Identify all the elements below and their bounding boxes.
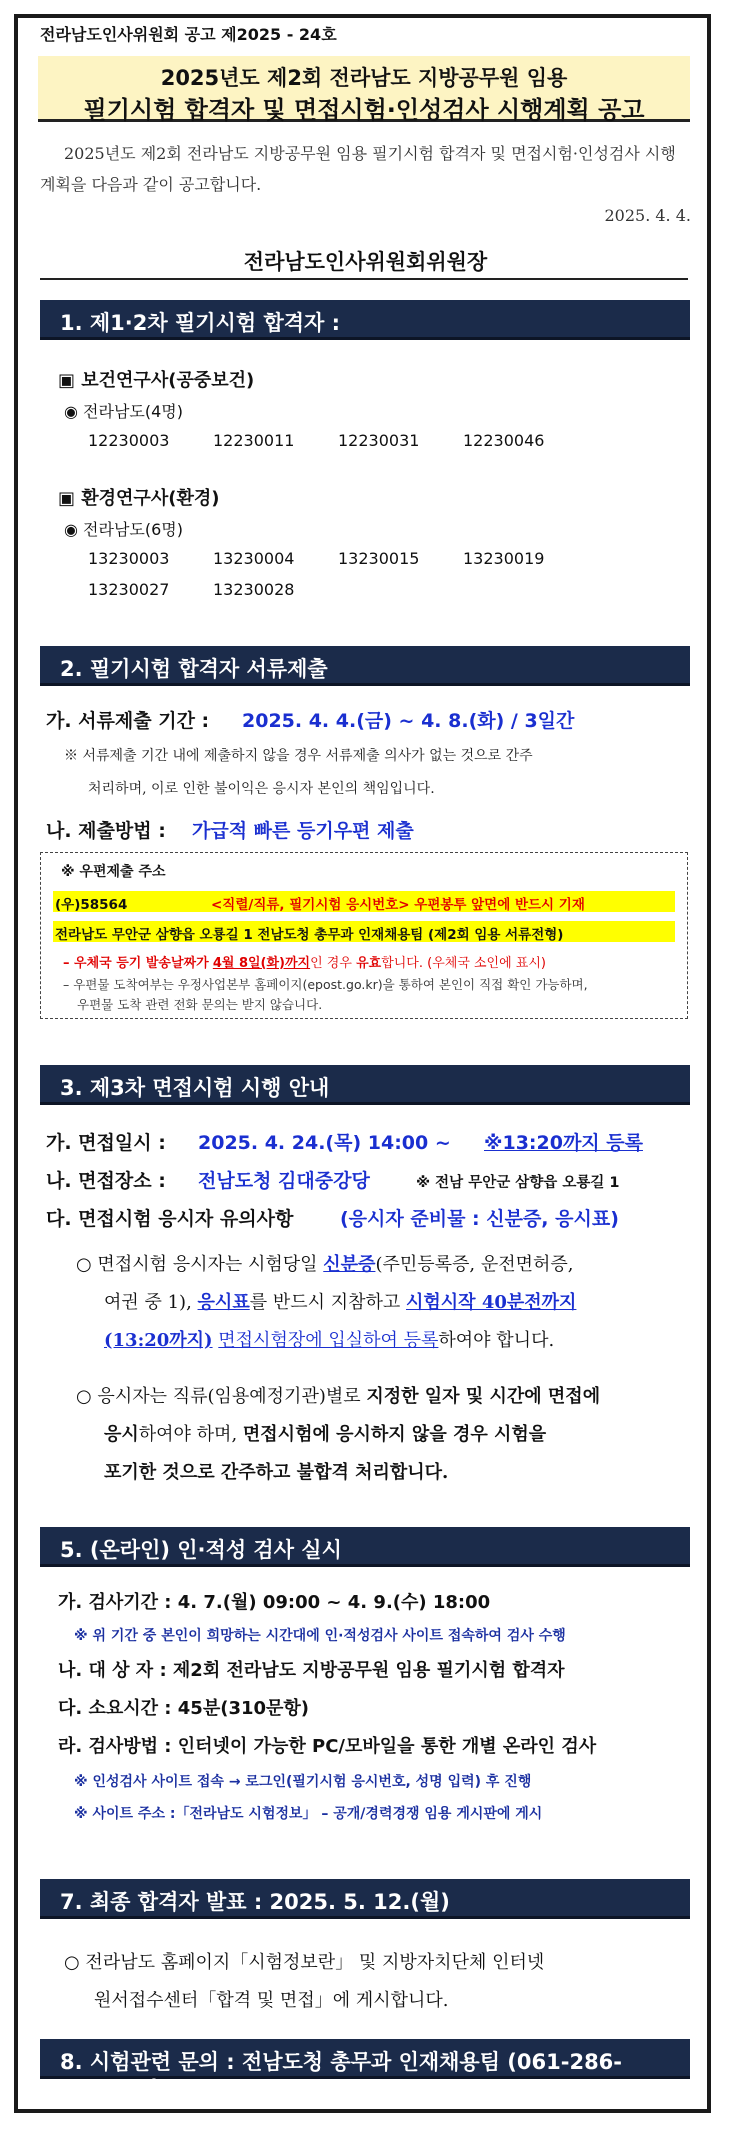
registered-mail-deadline: 4월 8일(화)까지 (212, 956, 311, 971)
test-method-note: ※ 인성검사 사이트 접속 → 로그인(필기시험 응시번호, 성명 입력) 후 진행 (74, 1774, 532, 1790)
section-1-heading: 1. 제1·2차 필기시험 합격자 : (40, 300, 690, 340)
interview-place-value: 전남도청 김대중강당 (198, 1170, 370, 1192)
notice-number: 전라남도인사위원회 공고 제2025 - 24호 (40, 25, 337, 44)
candidate-id: 12230046 (463, 431, 545, 450)
registered-mail-text: 합니다. (우체국 소인에 표시) (381, 956, 546, 971)
test-period: 가. 검사기간 : 4. 7.(월) 09:00 ~ 4. 9.(수) 18:00 (58, 1592, 491, 1613)
absence-warning: 면접시험에 응시하지 않을 경우 시험을 (242, 1424, 547, 1445)
tracking-note: 우편물 도착 관련 전화 문의는 받지 않습니다. (77, 997, 323, 1012)
caution-bullet-1-line-3 (104, 1322, 554, 1360)
title-line-2: 필기시험 합격자 및 면접시험·인성검사 시행계획 공고 (83, 96, 645, 124)
submission-note: ※ 서류제출 기간 내에 제출하지 않을 경우 서류제출 의사가 없는 것으로 간주 (64, 748, 533, 764)
place-address-note: ※ 전남 무안군 삼향읍 오룡길 1 (416, 1175, 620, 1191)
register-note: ※13:20까지 등록 (484, 1132, 643, 1154)
intro-paragraph: 2025년도 제2회 전라남도 지방공무원 임용 필기시험 합격자 및 면접시험·인성검사 시행계획을 다음과 같이 공고합니다. (40, 144, 676, 194)
caution-bullet-1-line-2 (104, 1284, 576, 1322)
address: 전라남도 무안군 삼향읍 오룡길 1 전남도청 총무과 인재채용팀 (제2회 임용 서류전형) (55, 927, 564, 943)
notice-date: 2025. 4. 4. (604, 206, 691, 225)
caution-value: (응시자 준비물 : 신분증, 응시표) (340, 1208, 619, 1230)
envelope-note: <직렬/직류, 필기시험 응시번호> 우편봉투 앞면에 반드시 기재 (211, 897, 585, 913)
section-5-heading: 5. (온라인) 인·적성 검사 실시 (40, 1527, 690, 1567)
section-2-heading: 2. 필기시험 합격자 서류제출 (40, 646, 690, 686)
candidate-id: 12230011 (213, 431, 295, 450)
interview-place-label: 나. 면접장소 : (46, 1170, 166, 1192)
registered-mail-valid: 유효 (356, 956, 382, 971)
caution-bullet-2-line-1 (76, 1378, 600, 1416)
designated-schedule: 지정한 일자 및 시간에 면접에 (366, 1386, 601, 1407)
test-site-note: ※ 사이트 주소 :「전라남도 시험정보」 – 공개/경력경쟁 임용 게시판에 게시 (74, 1806, 543, 1822)
candidate-id: 13230003 (88, 549, 170, 568)
registered-mail-text: – 우체국 등기 발송날짜가 (63, 956, 209, 971)
caution-label: 다. 면접시험 응시자 유의사항 (46, 1208, 294, 1230)
announcement-line-2: 원서접수센터「합격 및 면접」에 게시합니다. (94, 1990, 449, 2011)
period-label: 가. 서류제출 기간 : (46, 710, 210, 732)
candidate-id: 12230031 (338, 431, 420, 450)
arrival-deadline: 시험시작 40분전까지 (406, 1292, 577, 1313)
announcement-line-1: ○ 전라남도 홈페이지「시험정보란」 및 지방자치단체 인터넷 (64, 1952, 545, 1973)
title-line-1: 2025년도 제2회 전라남도 지방공무원 임용 (160, 66, 568, 90)
candidate-id: 12230003 (88, 431, 170, 450)
text: 여권 중 1), (104, 1292, 192, 1313)
registered-mail-text: 인 경우 (310, 956, 352, 971)
job-1-title: ▣ 보건연구사(공중보건) (58, 370, 255, 391)
registered-mail-rule (63, 952, 546, 971)
job-2-region: ◉ 전라남도(6명) (64, 520, 183, 539)
candidate-id: 13230015 (338, 549, 420, 568)
divider (40, 278, 688, 280)
caution-bullet-1-line-1 (76, 1246, 574, 1284)
submission-note: 처리하며, 이로 인한 불이익은 응시자 본인의 책임입니다. (88, 781, 435, 797)
test-period-note: ※ 위 기간 중 본인이 희망하는 시간대에 인·적성검사 사이트 접속하여 검사 수행 (74, 1628, 566, 1644)
text: 하여야 하며, (138, 1424, 238, 1445)
address-title: ※ 우편제출 주소 (61, 864, 166, 880)
method-label: 나. 제출방법 : (46, 820, 166, 842)
period-value: 2025. 4. 4.(금) ~ 4. 8.(화) / 3일간 (242, 710, 575, 732)
text: ○ 면접시험 응시자는 시험당일 (76, 1254, 318, 1275)
caution-bullet-2-line-3: 포기한 것으로 간주하고 불합격 처리합니다. (104, 1462, 449, 1483)
text: 응시 (104, 1424, 139, 1445)
test-method: 라. 검사방법 : 인터넷이 가능한 PC/모바일을 통한 개별 온라인 검사 (58, 1736, 597, 1757)
job-2-title: ▣ 환경연구사(환경) (58, 488, 220, 509)
section-8-inquiry: 8. 시험관련 문의 : 전남도청 총무과 인재채용팀 (061-286-3371~5) (40, 2039, 690, 2079)
id-card: 신분증 (323, 1254, 376, 1275)
tracking-note: – 우편물 도착여부는 우정사업본부 홈페이지(epost.go.kr)을 통하여 본인이 직접 확인 가능하며, (63, 977, 588, 992)
arrival-time: (13:20까지) (104, 1330, 213, 1351)
section-7-heading: 7. 최종 합격자 발표 : 2025. 5. 12.(월) (40, 1879, 690, 1919)
title-box (38, 56, 690, 122)
candidate-id: 13230019 (463, 549, 545, 568)
method-value: 가급적 빠른 등기우편 제출 (192, 820, 414, 842)
text: 하여야 합니다. (438, 1330, 555, 1351)
issuer: 전라남도인사위원회위원장 (243, 250, 488, 274)
text: 를 반드시 지참하고 (249, 1292, 401, 1313)
test-duration: 다. 소요시간 : 45분(310문항) (58, 1698, 310, 1719)
admission-ticket: 응시표 (197, 1292, 250, 1313)
candidate-id: 13230004 (213, 549, 295, 568)
candidate-id: 13230028 (213, 580, 295, 599)
postcode: (우)58564 (55, 897, 128, 913)
text: ○ 응시자는 직류(임용예정기관)별로 (76, 1386, 361, 1407)
interview-date-value: 2025. 4. 24.(목) 14:00 ~ (198, 1132, 451, 1154)
caution-bullet-2-line-2 (104, 1416, 546, 1454)
candidate-id: 13230027 (88, 580, 170, 599)
mail-address-box (40, 852, 688, 1019)
test-target: 나. 대 상 자 : 제2회 전라남도 지방공무원 임용 필기시험 합격자 (58, 1660, 565, 1681)
text: (주민등록증, 운전면허증, (375, 1254, 574, 1275)
section-3-heading: 3. 제3차 면접시험 시행 안내 (40, 1065, 690, 1105)
interview-date-label: 가. 면접일시 : (46, 1132, 166, 1154)
register-instruction: 면접시험장에 입실하여 등록 (218, 1330, 439, 1351)
job-1-region: ◉ 전라남도(4명) (64, 402, 183, 421)
